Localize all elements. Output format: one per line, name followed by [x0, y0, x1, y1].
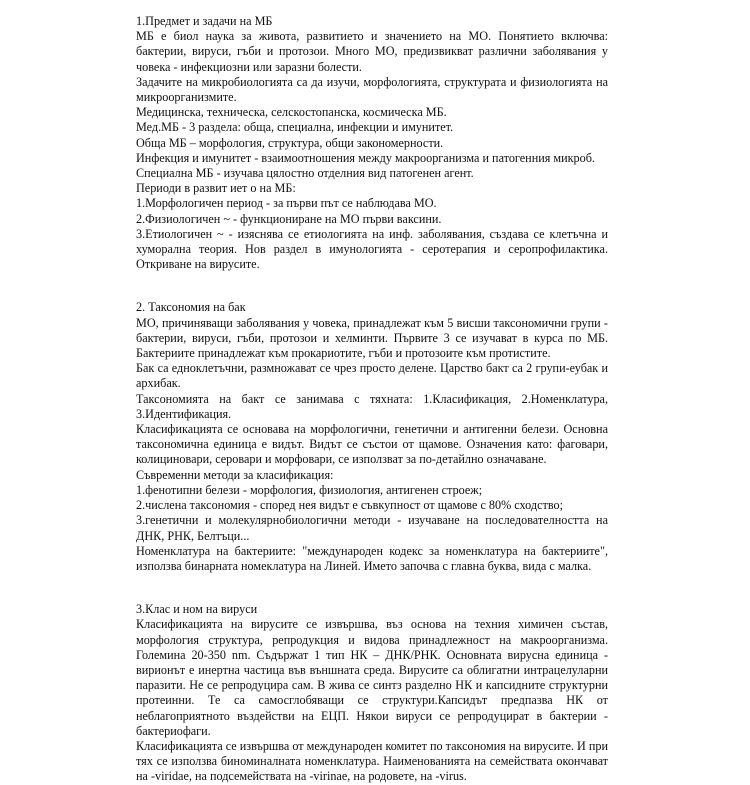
paragraph: Таксономията на бакт се занимава с тяхната: 1.Класификация, 2.Номенклатура, 3.Идентификация. — [136, 391, 608, 421]
section-subject-and-tasks — [136, 14, 608, 272]
paragraph: 2.Физиологичен ~ - функциониране на МО първи ваксини. — [136, 211, 442, 226]
section-heading: 3.Клас и ном на вируси — [136, 602, 258, 617]
paragraph: Мед.МБ - 3 раздела: обща, специална, инфекции и имунитет. — [136, 120, 454, 135]
paragraph: 3.генетични и молекулярнобиологични методи - изучаване на последователността на ДНК, РНК, Белтъци... — [136, 513, 608, 543]
paragraph: МО, причиняващи заболявания у човека, принадлежат към 5 висши таксономични групи - бактерии, вируси, гъби, протозои и хелминти. Първите 3 се изучават в курса по МБ. Бактериите принадлежат към прокариотите, гъби и протозоите към протистите. — [136, 315, 608, 361]
paragraph: Бак са едноклетъчни, размножават се чрез просто делене. Царство бакт са 2 групи-еубак и архибак. — [136, 361, 608, 391]
section-heading: 2. Таксономия на бак — [136, 300, 246, 315]
paragraph: Инфекция и имунитет - взаимоотношения между макроорганизма и патогенния микроб. — [136, 150, 595, 165]
paragraph: Периоди в развит иет о на МБ: — [136, 181, 296, 196]
paragraph: 1.фенотипни белези - морфология, физиология, антигенен строеж; — [136, 482, 483, 497]
paragraph: Класификацията се основава на морфологични, генетични и антигенни белези. Основна таксономична единица е видът. Видът се състои от щамове. Означения като: фаговари, колициновари, серовари и морфовари, се използват за по-детайлно означаване. — [136, 422, 608, 467]
paragraph: Съвременни методи за класификация: — [136, 467, 334, 482]
paragraph: Задачите на микробиологията са да изучи, морфологията, структурата и физиологията на микроорганизмите. — [136, 74, 608, 105]
paragraph: Номенклатура на бактериите: "международен кодекс за номенклатура на бактериите", използва бинарната номеклатура на Линей. Името започва с главна буква, вида с малка. — [136, 543, 608, 573]
paragraph: 3.Етиологичен ~ - изяснява се етиологията на инф. заболявания, създава се клетъчна и хуморална теория. Нов раздел в имунологията - серотерапия и серопрофилактика. Откриване на вирусите. — [136, 226, 608, 272]
paragraph: Специална МБ - изучава цялостно отделния вид патогенен агент. — [136, 166, 474, 181]
paragraph: Медицинска, техническа, селскостопанска, космическа МБ. — [136, 105, 447, 120]
paragraph: 2.числена таксономия - според нея видът е съвкупност от щамове с 80% сходство; — [136, 498, 563, 513]
section-bacterial-taxonomy — [136, 300, 608, 574]
paragraph: Класификацията на вирусите се извършва, въз основа на техния химичен състав, морфология структура, репродукция и видова принадлежност на макроорганизма. Големина 20-350 nm. Съдържат 1 тип НК – ДНК/РНК. Основната вирусна единица - вирионът е инертна частица във външната среда. Вирусите са облигатни интрацелуларни паразити. Не се репродуцира сам. В жива се синтз разделно НК и капсидните структурни протеинни. Те са самосглобяващи се структури.Капсидът предпазва НК от неблагоприятното въздействи на ЕЦП. Някои вируси се репродуцират в бактерии - бактериофаги. — [136, 617, 608, 738]
paragraph: МБ е биол наука за живота, развитието и значението на МО. Понятието включва: бактерии, вируси, гъби и протозои. Много МО, предизвикват различни заболявания у човека - инфекциозни или заразни болести. — [136, 29, 608, 74]
paragraph: 1.Морфологичен период - за първи път се наблюдава МО. — [136, 196, 437, 211]
section-virus-classification — [136, 602, 608, 784]
section-heading: 1.Предмет и задачи на МБ — [136, 14, 273, 28]
paragraph: Обща МБ – морфология, структура, общи закономерности. — [136, 135, 444, 150]
paragraph: Класификацията се извършва от международен комитет по таксономия на вирусите. И при тях се използва биноминалната номенклатура. Наименованията на семействата окончават на -viridae, на подсемействата на -virinae, на родовете, на -virus. — [136, 738, 608, 784]
